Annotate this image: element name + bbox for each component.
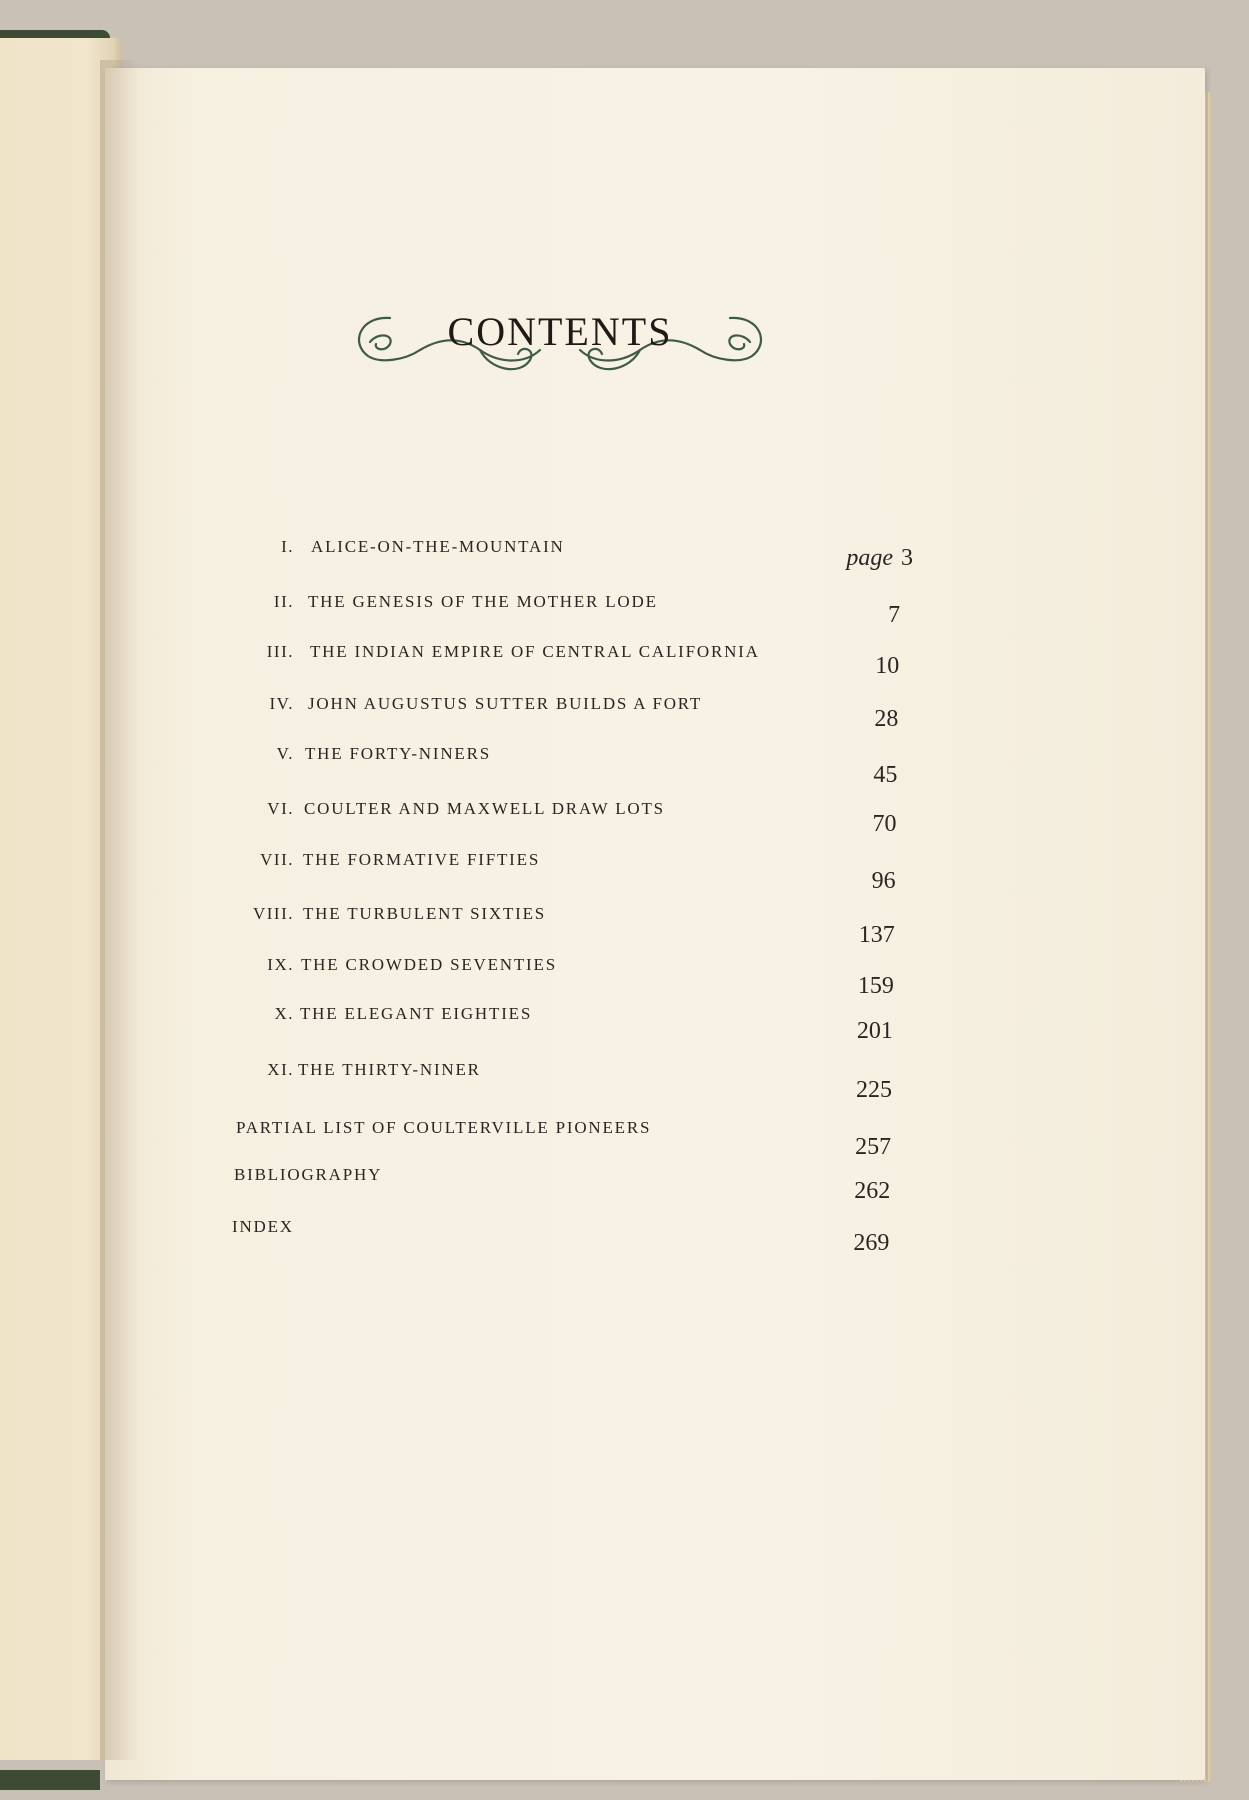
chapter-title: PARTIAL LIST OF COULTERVILLE PIONEERS (236, 1118, 652, 1137)
chapter-title: THE GENESIS OF THE MOTHER LODE (308, 592, 658, 611)
page-number (854, 1178, 890, 1205)
page-prefix: page (846, 545, 893, 571)
toc-entry (0, 694, 1249, 734)
page-value: 225 (856, 1077, 892, 1103)
chapter-number: IX. (267, 955, 294, 974)
chapter-title: THE CROWDED SEVENTIES (301, 955, 557, 974)
chapter-title: ALICE-ON-THE-MOUNTAIN (311, 537, 565, 556)
toc-entry (0, 744, 1249, 788)
page-number (872, 868, 896, 895)
toc-entry (0, 955, 1249, 999)
page-number (875, 653, 899, 680)
page-number (855, 1134, 891, 1161)
toc-entry (0, 642, 1249, 682)
chapter-number: VIII. (252, 904, 294, 923)
chapter-number: VI. (267, 799, 294, 818)
heading-block (350, 298, 770, 408)
page-number (858, 973, 894, 1000)
chapter-number: IV. (269, 694, 294, 713)
page-value: 269 (853, 1230, 890, 1256)
page-number (846, 545, 913, 572)
chapter-number: XI. (267, 1060, 294, 1079)
chapter-number: VII. (260, 850, 294, 869)
page-value: 70 (872, 811, 897, 837)
toc-entry (0, 592, 1249, 632)
chapter-title: JOHN AUGUSTUS SUTTER BUILDS A FORT (308, 694, 703, 713)
toc-entry (0, 1060, 1249, 1103)
chapter-title: THE FORMATIVE FIFTIES (303, 850, 541, 869)
page-number (873, 811, 897, 838)
chapter-title: INDEX (232, 1217, 294, 1236)
page-number (857, 1018, 893, 1045)
page-value: 28 (874, 706, 899, 732)
spine-cloth-bottom (0, 1770, 100, 1790)
page-value: 137 (858, 922, 895, 948)
page-number (873, 762, 897, 789)
chapter-number: X. (274, 1004, 294, 1023)
toc-entry (0, 1118, 1249, 1158)
chapter-number: III. (266, 642, 294, 661)
page-value: 159 (857, 973, 894, 999)
page-value: 96 (871, 868, 896, 894)
toc-entry (0, 537, 1249, 577)
chapter-number: V. (276, 744, 294, 763)
page-value: 201 (856, 1018, 893, 1044)
toc-entry (0, 1165, 1249, 1205)
chapter-title: THE INDIAN EMPIRE OF CENTRAL CALIFORNIA (310, 642, 760, 661)
page-number (859, 922, 895, 949)
toc-entry (0, 850, 1249, 894)
chapter-title: BIBLIOGRAPHY (234, 1165, 383, 1184)
toc-entry (0, 799, 1249, 839)
page-value: 3 (901, 545, 913, 571)
chapter-title: THE THIRTY-NINER (298, 1060, 481, 1079)
chapter-number: II. (273, 592, 294, 611)
page-value: 262 (854, 1178, 891, 1204)
chapter-number: I. (281, 537, 294, 556)
page-number (856, 1077, 892, 1104)
chapter-title: THE FORTY-NINERS (305, 744, 491, 763)
toc-entry (0, 1004, 1249, 1044)
chapter-title: COULTER AND MAXWELL DRAW LOTS (304, 799, 665, 818)
toc-entry (0, 1217, 1249, 1257)
chapter-title: THE TURBULENT SIXTIES (303, 904, 547, 923)
page-number (853, 1230, 889, 1257)
page-number (888, 602, 900, 629)
chapter-title: THE ELEGANT EIGHTIES (300, 1004, 533, 1023)
page-value: 257 (855, 1134, 892, 1160)
page-number (874, 706, 898, 733)
page-value: 45 (873, 762, 898, 788)
page-title: CONTENTS (447, 309, 673, 354)
page-value: 7 (888, 602, 901, 628)
toc-entry (0, 904, 1249, 948)
page-value: 10 (875, 653, 900, 679)
